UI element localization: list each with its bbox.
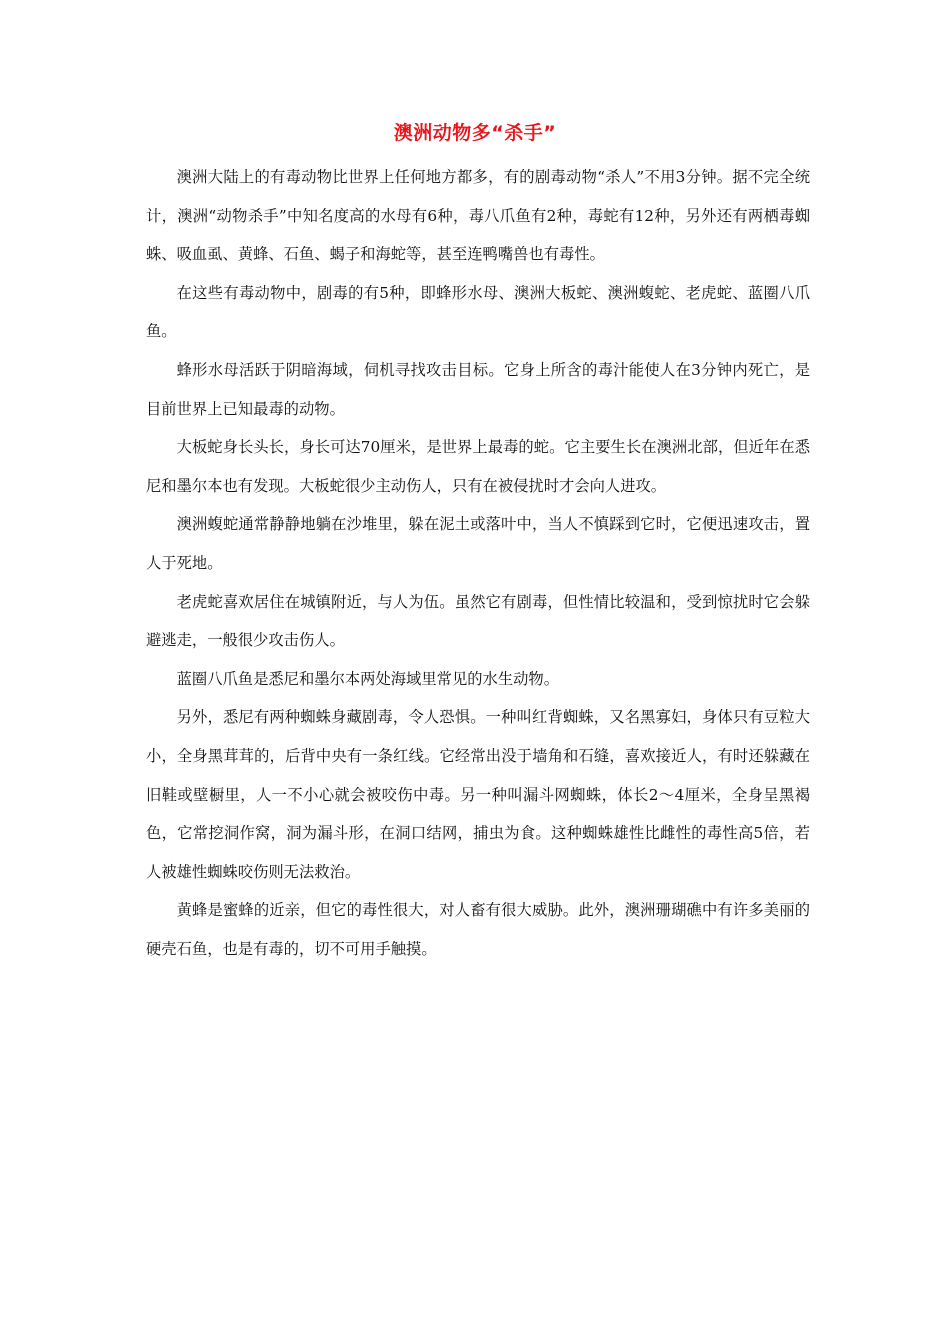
paragraph: 蓝圈八爪鱼是悉尼和墨尔本两处海域里常见的水生动物。	[176, 669, 560, 688]
article-body	[146, 158, 810, 968]
paragraph: 澳洲大陆上的有毒动物比世界上任何地方都多，有的剧毒动物“杀人”不用3分钟。据不完全统计，澳洲“动物杀手”中知名度高的水母有6种，毒八爪鱼有2种，毒蛇有12种，另外还有两栖毒蜘蛛、吸血虱、黄蜂、石鱼、蝎子和海蛇等，甚至连鸭嘴兽也有毒性。	[146, 168, 810, 264]
paragraph: 在这些有毒动物中，剧毒的有5种，即蜂形水母、澳洲大板蛇、澳洲蝮蛇、老虎蛇、蓝圈八爪鱼。	[146, 283, 810, 341]
paragraph: 蜂形水母活跃于阴暗海域，伺机寻找攻击目标。它身上所含的毒汁能使人在3分钟内死亡，是目前世界上已知最毒的动物。	[146, 360, 810, 418]
paragraph: 另外，悉尼有两种蜘蛛身藏剧毒，令人恐惧。一种叫红背蜘蛛，又名黑寡妇，身体只有豆粒大小，全身黑茸茸的，后背中央有一条红线。它经常出没于墙角和石缝，喜欢接近人，有时还躲藏在旧鞋或壁橱里，人一不小心就会被咬伤中毒。另一种叫漏斗网蜘蛛，体长2～4厘米，全身呈黑褐色，它常挖洞作窝，洞为漏斗形，在洞口结网，捕虫为食。这种蜘蛛雄性比雌性的毒性高5倍，若人被雄性蜘蛛咬伤则无法救治。	[146, 708, 810, 881]
paragraph: 大板蛇身长头长，身长可达70厘米，是世界上最毒的蛇。它主要生长在澳洲北部，但近年在悉尼和墨尔本也有发现。大板蛇很少主动伤人，只有在被侵扰时才会向人进攻。	[146, 438, 810, 495]
paragraph: 黄蜂是蜜蜂的近亲，但它的毒性很大，对人畜有很大威胁。此外，澳洲珊瑚礁中有许多美丽的硬壳石鱼，也是有毒的，切不可用手触摸。	[146, 901, 810, 958]
document-title: 澳洲动物多“杀手”	[393, 122, 557, 144]
paragraph: 澳洲蝮蛇通常静静地躺在沙堆里，躲在泥土或落叶中，当人不慎踩到它时，它便迅速攻击，置人于死地。	[146, 515, 810, 572]
paragraph: 老虎蛇喜欢居住在城镇附近，与人为伍。虽然它有剧毒，但性情比较温和，受到惊扰时它会躲避逃走，一般很少攻击伤人。	[146, 592, 810, 650]
